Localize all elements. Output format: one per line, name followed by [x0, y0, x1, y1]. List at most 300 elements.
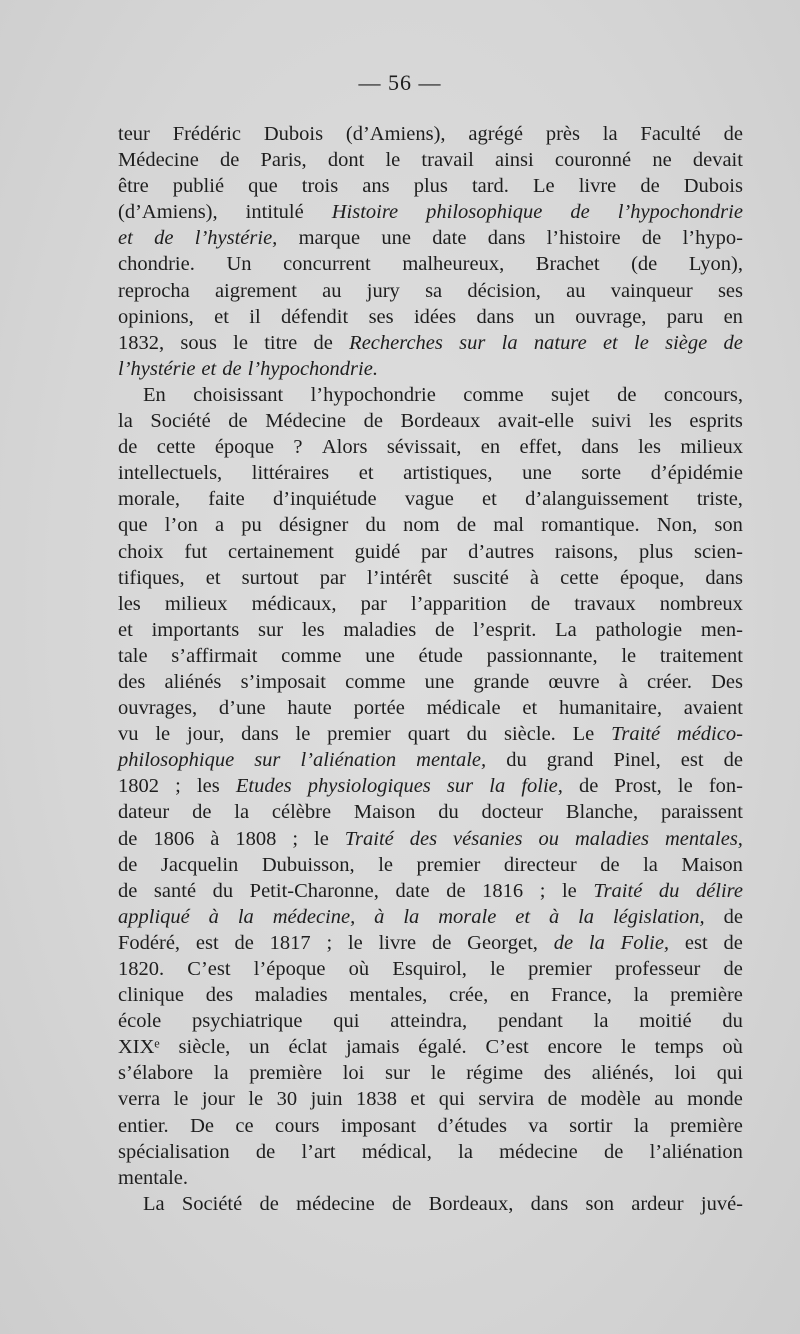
- word: crée,: [449, 984, 489, 1007]
- word: en: [509, 984, 530, 1007]
- text-line: [118, 251, 743, 277]
- word: de: [391, 1192, 412, 1215]
- word: Pinel,: [613, 749, 661, 772]
- word: de: [446, 879, 466, 902]
- word: une: [365, 644, 395, 667]
- word: directeur: [503, 853, 577, 876]
- word: Traité: [344, 827, 394, 850]
- word: jury: [366, 279, 400, 302]
- word: cette: [156, 436, 196, 459]
- word: En: [143, 383, 166, 406]
- text-line: [118, 304, 743, 330]
- word: l’hystérie,: [194, 227, 278, 250]
- word: d’épidémie: [650, 462, 743, 485]
- text-line: [118, 982, 743, 1008]
- word: de: [222, 357, 242, 380]
- word: fut: [184, 540, 208, 563]
- word: à: [374, 905, 385, 928]
- word: d’une: [218, 697, 266, 720]
- word: dont: [327, 149, 365, 172]
- word: dans: [705, 566, 743, 589]
- word: le: [233, 331, 248, 354]
- word: au: [654, 1088, 674, 1111]
- text-line: [118, 956, 743, 982]
- word: idées: [413, 305, 457, 328]
- word: la: [501, 331, 518, 354]
- word: Jacquelin: [160, 853, 239, 876]
- word: créer.: [647, 670, 692, 693]
- word: a: [214, 514, 225, 537]
- word: va: [528, 1114, 548, 1137]
- word: médico-: [676, 723, 743, 746]
- word: d’alanguissement: [525, 488, 669, 511]
- word: décision,: [467, 279, 541, 302]
- word: raisons,: [554, 540, 619, 563]
- word: vu: [118, 723, 139, 746]
- text-line: [118, 669, 743, 695]
- word: qui: [716, 1062, 743, 1085]
- word: psychiatrique: [192, 1010, 303, 1033]
- word: la: [633, 984, 649, 1007]
- word: publié: [172, 175, 225, 198]
- word: mentale.: [118, 1166, 189, 1189]
- word: (d’Amiens),: [118, 201, 218, 224]
- word: sévissait,: [386, 436, 462, 459]
- word: les: [638, 436, 661, 459]
- word: Le: [572, 723, 595, 746]
- word: avaient: [683, 697, 743, 720]
- word: titre: [264, 331, 298, 354]
- word: Société: [181, 1192, 243, 1215]
- word: ouvrages,: [118, 697, 198, 720]
- word: médecine: [499, 1140, 578, 1163]
- word: du: [365, 514, 386, 537]
- word: à: [548, 905, 560, 928]
- word: vague: [404, 488, 454, 511]
- word: maladies: [574, 827, 649, 850]
- word: par: [421, 540, 448, 563]
- word: sur: [254, 749, 281, 772]
- word: et: [522, 697, 538, 720]
- text-line: [118, 486, 743, 512]
- text-line: [118, 121, 743, 147]
- word: du: [506, 749, 527, 772]
- word: Petit-Charonne,: [249, 879, 379, 902]
- word: mal: [493, 514, 525, 537]
- word: santé: [153, 879, 197, 902]
- word: le: [378, 853, 394, 876]
- word: dateur: [118, 801, 170, 824]
- word: le: [314, 827, 329, 850]
- word: atteindra,: [390, 1010, 468, 1033]
- word: ;: [539, 879, 546, 902]
- word: Dubois: [683, 175, 743, 198]
- word: servira: [478, 1088, 535, 1111]
- word: que: [248, 175, 278, 198]
- word: par: [360, 592, 387, 615]
- word: du: [722, 1010, 743, 1033]
- word: son: [714, 514, 743, 537]
- word: de: [234, 931, 254, 954]
- word: de: [118, 827, 138, 850]
- word: sur: [385, 1062, 411, 1085]
- word: milieux: [680, 436, 743, 459]
- word: Médecine: [265, 410, 347, 433]
- word: de: [579, 775, 599, 798]
- word: s’élabore: [118, 1062, 194, 1085]
- word: à: [208, 905, 219, 928]
- word: Prost,: [614, 775, 662, 798]
- word: tale: [118, 644, 148, 667]
- word: le: [295, 723, 311, 746]
- word: s’imposait: [240, 670, 326, 693]
- word: siège: [665, 331, 708, 354]
- word: entier.: [118, 1114, 169, 1137]
- word: morale: [438, 905, 497, 928]
- word: de: [600, 853, 620, 876]
- word: travail: [421, 149, 474, 172]
- word: Maison: [681, 853, 743, 876]
- text-line: [118, 695, 743, 721]
- word: Lyon),: [688, 253, 743, 276]
- text-line: [118, 1086, 743, 1112]
- word: le: [621, 1036, 636, 1059]
- word: de: [456, 514, 477, 537]
- word: Blanche,: [565, 801, 639, 824]
- word: nom: [403, 514, 440, 537]
- word: plus: [413, 175, 448, 198]
- word: mentale,: [416, 749, 487, 772]
- word: délire: [695, 879, 743, 902]
- word: 30: [276, 1088, 298, 1111]
- word: marque: [298, 227, 361, 250]
- word: le: [248, 1088, 264, 1111]
- word: dans: [476, 305, 515, 328]
- word: ses: [717, 279, 743, 302]
- word: les: [649, 410, 672, 433]
- word: la: [489, 775, 506, 798]
- word: ses: [368, 305, 394, 328]
- word: Histoire: [331, 201, 399, 224]
- word: morale,: [118, 488, 181, 511]
- word: quart: [407, 723, 450, 746]
- word: et: [602, 331, 618, 354]
- word: de: [220, 149, 240, 172]
- word: l’histoire: [546, 227, 621, 250]
- word: importants: [151, 618, 240, 641]
- word: La: [555, 618, 577, 641]
- word: Brachet: [535, 253, 600, 276]
- word: ;: [175, 775, 181, 798]
- text-line: [118, 826, 743, 852]
- word: premier: [416, 853, 481, 876]
- word: C’est: [485, 1036, 529, 1059]
- word: Médecine: [118, 149, 199, 172]
- text-line: [118, 278, 743, 304]
- word: date: [432, 227, 467, 250]
- word: sorte: [581, 462, 622, 485]
- text-line: [118, 1191, 743, 1217]
- word: grande: [473, 670, 530, 693]
- word: ouvrage,: [575, 305, 647, 328]
- word: à: [210, 827, 220, 850]
- word: teur: [118, 123, 150, 145]
- word: travaux: [574, 592, 636, 615]
- word: l’hypochondrie.: [247, 357, 378, 380]
- word: des: [205, 984, 234, 1007]
- word: le: [155, 723, 171, 746]
- word: à: [529, 566, 540, 589]
- word: des: [118, 670, 146, 693]
- word: l’hypo-: [682, 227, 743, 250]
- word: et: [214, 305, 229, 328]
- word: Bordeaux: [400, 410, 481, 433]
- text-line: [118, 878, 743, 904]
- word: la: [118, 410, 133, 433]
- word: siècle.: [504, 723, 556, 746]
- word: s’affirmait: [171, 644, 258, 667]
- text-line: [118, 512, 743, 538]
- word: Folie,: [620, 931, 670, 954]
- word: médecine: [296, 1192, 375, 1215]
- word: pu: [241, 514, 262, 537]
- word: effet,: [519, 436, 562, 459]
- word: premier: [327, 723, 391, 746]
- word: sa: [425, 279, 443, 302]
- word: philosophique: [426, 201, 543, 224]
- word: le: [561, 879, 577, 902]
- word: certainement: [227, 540, 334, 563]
- word: opinions,: [118, 305, 194, 328]
- word: de: [617, 383, 637, 406]
- text-line: [118, 173, 743, 199]
- word: aliénés: [164, 670, 222, 693]
- word: de: [553, 931, 574, 954]
- word: livre: [378, 931, 417, 954]
- word: la: [633, 1114, 649, 1137]
- word: 1838: [355, 1088, 397, 1111]
- word: l’apparition: [410, 592, 507, 615]
- word: paru: [666, 305, 704, 328]
- word: de: [640, 175, 660, 198]
- word: ?: [293, 436, 303, 459]
- word: couronné: [554, 149, 632, 172]
- word: célèbre: [271, 801, 332, 824]
- word: Des: [711, 670, 743, 693]
- word: par: [319, 566, 346, 589]
- text-line: [118, 539, 743, 565]
- word: les: [196, 775, 220, 798]
- word: surtout: [241, 566, 299, 589]
- word: men-: [700, 618, 743, 641]
- word: 1832,: [118, 331, 165, 354]
- word: vainqueur: [610, 279, 693, 302]
- word: la: [588, 931, 605, 954]
- word: (de: [631, 253, 658, 276]
- word: du: [658, 879, 680, 902]
- word: en: [480, 436, 501, 459]
- word: et: [358, 462, 374, 485]
- word: aliénés,: [591, 1062, 654, 1085]
- word: Traité: [593, 879, 643, 902]
- word: l’hystérie: [118, 357, 196, 380]
- word: folie,: [521, 775, 563, 798]
- word: le: [634, 331, 649, 354]
- text-line: [118, 147, 743, 173]
- word: cours: [275, 1114, 320, 1137]
- word: être: [118, 175, 149, 198]
- word: le: [173, 1088, 189, 1111]
- word: en: [723, 305, 743, 328]
- word: comme: [281, 644, 342, 667]
- page-number: — 56 —: [358, 70, 442, 95]
- word: une: [522, 462, 552, 485]
- word: au: [566, 279, 586, 302]
- word: est: [195, 931, 219, 954]
- word: le: [490, 958, 505, 980]
- word: loi: [342, 1062, 365, 1085]
- word: Frédéric: [172, 123, 241, 145]
- word: 1808: [235, 827, 277, 850]
- text-line: [118, 199, 743, 225]
- word: spécialisation: [118, 1140, 230, 1163]
- word: les: [118, 592, 141, 615]
- word: la: [213, 1062, 229, 1085]
- word: et: [482, 488, 497, 511]
- word: modèle: [580, 1088, 641, 1111]
- word: première: [670, 1114, 743, 1137]
- word: pathologie: [595, 618, 683, 641]
- word: comme: [345, 670, 406, 693]
- word: faite: [208, 488, 245, 511]
- word: médicale: [426, 697, 501, 720]
- word: de: [723, 958, 743, 980]
- word: 1820.: [118, 958, 165, 980]
- word: Un: [226, 253, 252, 276]
- word: premier: [528, 958, 592, 980]
- word: époque: [214, 436, 275, 459]
- word: Société: [150, 410, 211, 433]
- word: haute: [287, 697, 332, 720]
- word: intellectuels,: [118, 462, 223, 485]
- word: Fodéré,: [118, 931, 181, 954]
- word: Paris,: [260, 149, 307, 172]
- word: de: [603, 1140, 624, 1163]
- word: XIXᵉ: [118, 1036, 160, 1059]
- word: maladies: [254, 984, 328, 1007]
- text-line: [118, 904, 743, 930]
- word: ans: [362, 175, 390, 198]
- word: de: [192, 801, 212, 824]
- word: pendant: [497, 1010, 563, 1033]
- word: livre: [578, 175, 617, 198]
- word: ce: [235, 1114, 254, 1137]
- word: portée: [353, 697, 405, 720]
- word: juvé-: [700, 1192, 743, 1215]
- word: de: [547, 1088, 567, 1111]
- word: il: [249, 305, 261, 328]
- word: d’inquiétude: [272, 488, 377, 511]
- word: loi: [674, 1062, 697, 1085]
- word: imposant: [340, 1114, 417, 1137]
- word: les: [301, 618, 325, 641]
- word: de: [723, 123, 743, 145]
- word: la: [234, 801, 250, 824]
- word: près: [545, 123, 580, 145]
- word: littéraires: [251, 462, 330, 485]
- text-line: [118, 434, 743, 460]
- word: ne: [652, 149, 672, 172]
- word: de: [228, 410, 248, 433]
- word: l’aliénation: [300, 749, 397, 772]
- word: sur: [459, 331, 486, 354]
- word: aigrement: [214, 279, 297, 302]
- word: le: [677, 775, 693, 798]
- word: juin: [310, 1088, 343, 1111]
- word: première: [670, 984, 743, 1007]
- text-line: [118, 930, 743, 956]
- word: de: [118, 436, 138, 459]
- word: suscité: [453, 566, 509, 589]
- text-line: [118, 1034, 743, 1060]
- word: école: [118, 1010, 162, 1033]
- word: choisissant: [193, 383, 284, 406]
- word: et: [118, 227, 133, 250]
- word: de: [723, 749, 743, 772]
- word: Bordeaux,: [428, 1192, 514, 1215]
- word: Georget,: [467, 931, 538, 954]
- word: un: [249, 1036, 270, 1059]
- word: première: [249, 1062, 323, 1085]
- text-line: [118, 721, 743, 747]
- word: tard.: [471, 175, 509, 198]
- word: romantique.: [541, 514, 640, 537]
- word: 1816: [482, 879, 524, 902]
- word: où: [348, 958, 370, 980]
- word: de: [723, 931, 743, 954]
- word: l’on: [164, 514, 198, 537]
- text-line: [118, 1060, 743, 1086]
- word: une: [424, 670, 455, 693]
- word: est: [684, 931, 708, 954]
- word: devait: [692, 149, 743, 172]
- word: mentales,: [349, 984, 428, 1007]
- word: l’aliénation: [649, 1140, 743, 1163]
- word: l’art: [301, 1140, 336, 1163]
- word: professeur: [614, 958, 701, 980]
- word: ;: [292, 827, 299, 850]
- word: Faculté: [640, 123, 701, 145]
- text-line: [118, 773, 743, 799]
- word: monde: [687, 1088, 743, 1111]
- word: ;: [326, 931, 333, 954]
- word: choix: [118, 540, 164, 563]
- word: et: [118, 618, 133, 641]
- word: encore: [547, 1036, 603, 1059]
- word: et: [205, 566, 221, 589]
- word: sur: [446, 775, 474, 798]
- word: un: [534, 305, 555, 328]
- word: de: [118, 879, 138, 902]
- word: l’intérêt: [367, 566, 432, 589]
- word: Traité: [611, 723, 661, 746]
- word: Non,: [656, 514, 698, 537]
- word: triste,: [696, 488, 743, 511]
- word: sur: [258, 618, 284, 641]
- word: est: [680, 749, 704, 772]
- word: mentales,: [664, 827, 743, 850]
- word: France,: [550, 984, 612, 1007]
